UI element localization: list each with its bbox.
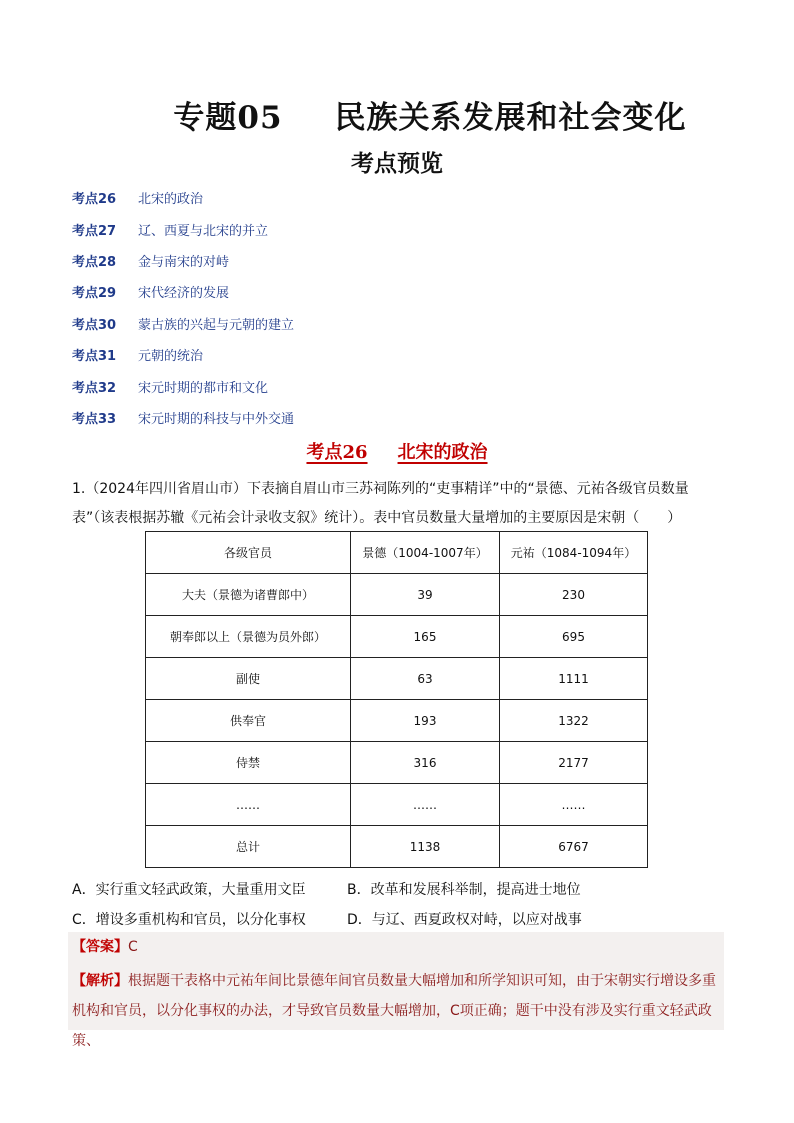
table-cell: …… (146, 784, 351, 826)
toc-item-label: 考点33 (72, 411, 117, 427)
table-row (146, 616, 648, 658)
toc-item[interactable] (72, 276, 294, 307)
toc-item-text: 北宋的政治 (138, 192, 204, 208)
toc-item[interactable] (72, 339, 294, 370)
table-cell: 朝奉郎以上（景德为员外郎） (146, 616, 351, 658)
table-cell: 63 (351, 658, 500, 700)
analysis-body: 根据题干表格中元祐年间比景德年间官员数量大幅增加和所学知识可知，由于宋朝实行增设多重机构和官员，以分化事权的办法，才导致官员数量大幅增加，C项正确；题干中没有涉及实行重文轻武政策、 (72, 973, 716, 1049)
toc-item-text: 辽、西夏与北宋的并立 (138, 223, 269, 239)
table-cell: …… (500, 784, 648, 826)
table-cell: 1322 (500, 700, 648, 742)
toc-item[interactable] (72, 308, 294, 339)
table-row (146, 658, 648, 700)
table-header-cell: 景德（1004-1007年） (351, 532, 500, 574)
table-row (146, 700, 648, 742)
answer-value: C (128, 939, 138, 955)
answer-tag: 【答案】 (72, 939, 128, 955)
toc-item-label: 考点29 (72, 286, 117, 302)
table-cell: …… (351, 784, 500, 826)
table-cell: 1111 (500, 658, 648, 700)
page-subtitle: 考点预览 (351, 150, 443, 177)
table-row (146, 826, 648, 868)
table-cell: 2177 (500, 742, 648, 784)
section-title: 北宋的政治 (397, 442, 488, 463)
toc-item-label: 考点27 (72, 223, 117, 239)
toc-item-label: 考点28 (72, 254, 117, 270)
toc-item-text: 宋元时期的都市和文化 (138, 380, 269, 396)
table-cell: 1138 (351, 826, 500, 868)
table-cell: 6767 (500, 826, 648, 868)
toc-item-text: 金与南宋的对峙 (138, 254, 230, 270)
table-cell: 供奉官 (146, 700, 351, 742)
table-header-row (146, 532, 648, 574)
toc-item-label: 考点30 (72, 317, 117, 333)
toc-item[interactable] (72, 213, 294, 244)
table-cell: 39 (351, 574, 500, 616)
option-b[interactable]: B．改革和发展科举制，提高进士地位 (347, 882, 581, 898)
answer-options (72, 874, 582, 934)
toc-item-label: 考点26 (72, 192, 117, 208)
table-row (146, 784, 648, 826)
officials-table (145, 531, 648, 868)
table-row (146, 574, 648, 616)
analysis-text (72, 966, 727, 1056)
toc-item-text: 宋代经济的发展 (138, 286, 230, 302)
title-left: 专题05 (173, 100, 283, 136)
option-c[interactable]: C．增设多重机构和官员，以分化事权 (72, 912, 306, 928)
table-header-cell: 元祐（1084-1094年） (500, 532, 648, 574)
title-right: 民族关系发展和社会变化 (334, 100, 687, 136)
table-cell: 695 (500, 616, 648, 658)
toc-item[interactable] (72, 245, 294, 276)
table-cell: 大夫（景德为诸曹郎中） (146, 574, 351, 616)
analysis-tag: 【解析】 (72, 973, 128, 989)
section-label: 考点26 (306, 442, 368, 463)
table-cell: 165 (351, 616, 500, 658)
toc-item-label: 考点31 (72, 349, 117, 365)
table-cell: 总计 (146, 826, 351, 868)
options-row (72, 874, 582, 904)
toc-item-label: 考点32 (72, 380, 117, 396)
toc-item-text: 宋元时期的科技与中外交通 (138, 411, 295, 427)
table-cell: 193 (351, 700, 500, 742)
toc-item-text: 蒙古族的兴起与元朝的建立 (138, 317, 295, 333)
option-d[interactable]: D．与辽、西夏政权对峙，以应对战事 (347, 912, 582, 928)
toc-item[interactable] (72, 370, 294, 401)
toc-item-text: 元朝的统治 (138, 349, 204, 365)
table-cell: 316 (351, 742, 500, 784)
table-row (146, 742, 648, 784)
page-title (0, 92, 794, 137)
table-cell: 230 (500, 574, 648, 616)
section-heading (0, 438, 794, 464)
options-row (72, 904, 582, 934)
answer-line (72, 936, 138, 956)
question-text: 1.（2024年四川省眉山市）下表摘自眉山市三苏祠陈列的“吏事精详”中的“景德、元祐各级官员数量表”（该表根据苏辙《元祐会计录收支叙》统计）。表中官员数量大量增加的主要原因是宋朝（ ） (72, 481, 689, 526)
table-cell: 副使 (146, 658, 351, 700)
toc-list (72, 182, 294, 433)
table-header-cell: 各级官员 (146, 532, 351, 574)
toc-item[interactable] (72, 182, 294, 213)
table-cell: 侍禁 (146, 742, 351, 784)
toc-item[interactable] (72, 402, 294, 433)
option-a[interactable]: A．实行重文轻武政策，大量重用文臣 (72, 882, 306, 898)
